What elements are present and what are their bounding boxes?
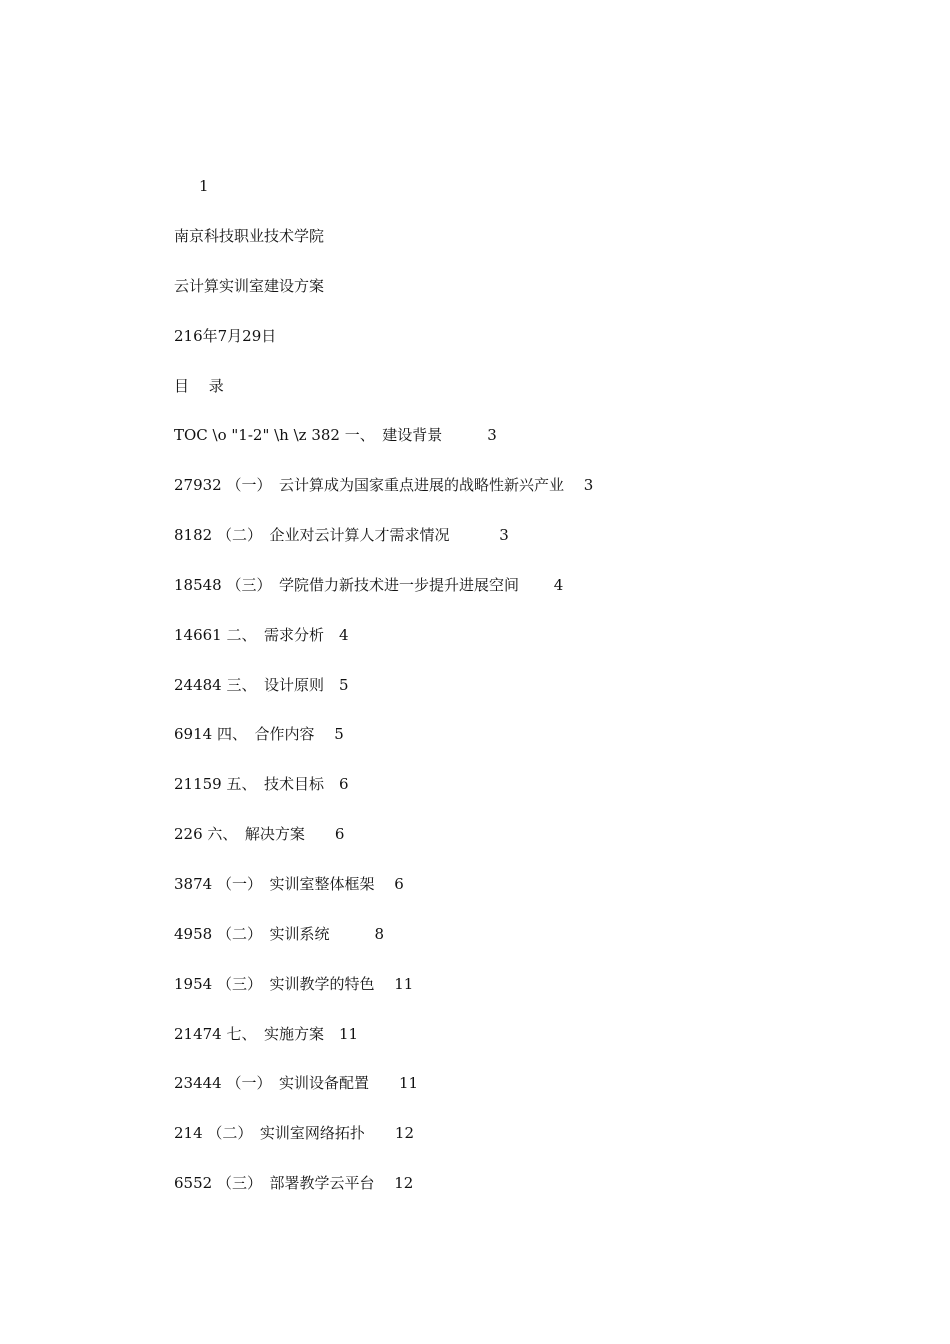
toc-entry: 21159 五、 技术目标 6	[174, 775, 349, 794]
school-name: 南京科技职业技术学院	[174, 227, 325, 245]
toc-entry: 1954 （三） 实训教学的特色 11	[174, 974, 414, 993]
document-body	[174, 226, 874, 1223]
toc-heading: 目 录	[174, 376, 224, 395]
toc-entry: 27932 （一） 云计算成为国家重点进展的战略性新兴产业 3	[174, 476, 594, 495]
toc-entry: 6552 （三） 部署教学云平台 12	[174, 1174, 414, 1193]
document-title: 云计算实训室建设方案	[174, 276, 325, 295]
toc-entry: 14661 二、 需求分析 4	[174, 625, 349, 644]
toc-entry: 214 （二） 实训室网络拓扑 12	[174, 1124, 414, 1143]
toc-entry: 3874 （一） 实训室整体框架 6	[174, 874, 404, 893]
toc-entry: 226 六、 解决方案 6	[174, 825, 345, 844]
toc-entry: 23444 （一） 实训设备配置 11	[174, 1074, 419, 1093]
page-number: 1	[199, 177, 209, 195]
toc-entry: TOC \o "1-2" \h \z 382 一、 建设背景 3	[174, 426, 497, 445]
toc-entry: 24484 三、 设计原则 5	[174, 675, 349, 694]
toc-entry: 6914 四、 合作内容 5	[174, 725, 344, 744]
toc-entry: 4958 （二） 实训系统 8	[174, 924, 384, 943]
document-date: 216年7月29日	[174, 326, 277, 345]
toc-entry: 21474 七、 实施方案 11	[174, 1024, 359, 1043]
toc-entry: 18548 （三） 学院借力新技术进一步提升进展空间 4	[174, 575, 564, 594]
toc-entry: 8182 （二） 企业对云计算人才需求情况 3	[174, 526, 509, 545]
